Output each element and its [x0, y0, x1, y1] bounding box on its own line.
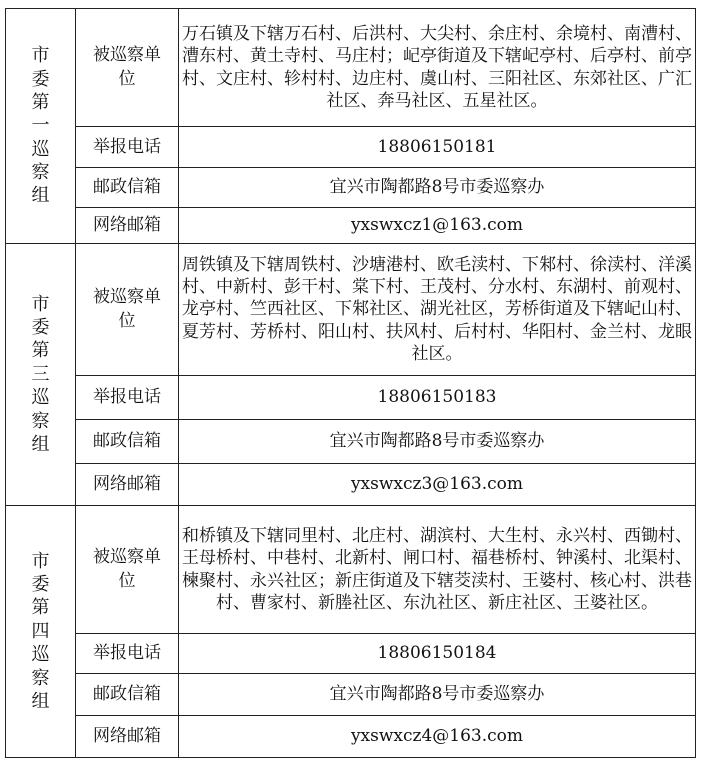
units-label-cell [76, 9, 179, 127]
group-3-phone: 18806150183 [179, 376, 696, 420]
group-3-units-row [6, 244, 696, 376]
group-1-phone: 18806150181 [179, 127, 696, 168]
group-4-name: 市委第四巡察组 [31, 550, 50, 712]
group-4-units-row [6, 506, 696, 634]
group-3-email: yxswxcz3@163.com [179, 464, 696, 506]
group-1-email-row [6, 208, 696, 244]
phone-label: 举报电话 [76, 634, 179, 674]
group-4-mail-row [6, 674, 696, 716]
group-4-email: yxswxcz4@163.com [179, 716, 696, 758]
email-label: 网络邮箱 [76, 208, 179, 244]
group-1-units-row [6, 9, 696, 127]
mail-label: 邮政信箱 [76, 168, 179, 208]
email-label: 网络邮箱 [76, 716, 179, 758]
mail-label: 邮政信箱 [76, 674, 179, 716]
group-3-email-row [6, 464, 696, 506]
units-label: 被巡察单位 [93, 286, 161, 331]
group-1-mail-row [6, 168, 696, 208]
group-1-units: 万石镇及下辖万石村、后洪村、大尖村、余庄村、余境村、南漕村、漕东村、黄土寺村、马庄村；屺亭街道及下辖屺亭村、后亭村、前亭村、文庄村、轸村村、边庄村、虞山村、三阳社区、东郊社区、广汇社区、奔马社区、五星社区。 [179, 9, 696, 127]
phone-label: 举报电话 [76, 127, 179, 168]
group-4-units: 和桥镇及下辖同里村、北庄村、湖滨村、大生村、永兴村、西锄村、王母桥村、中巷村、北新村、闸口村、福巷桥村、钟溪村、北渠村、楝聚村、永兴社区；新庄街道及下辖茭渎村、王婆村、核心村、洪巷村、曹家村、新塍社区、东氿社区、新庄社区、王婆社区。 [179, 506, 696, 634]
group-1-name: 市委第一巡察组 [31, 45, 50, 207]
group-1-name-cell [6, 9, 76, 244]
units-label: 被巡察单位 [93, 546, 161, 591]
group-3-phone-row [6, 376, 696, 420]
phone-label: 举报电话 [76, 376, 179, 420]
group-3-name-cell [6, 244, 76, 506]
group-1-mail: 宜兴市陶都路8号市委巡察办 [179, 168, 696, 208]
group-4-mail: 宜兴市陶都路8号市委巡察办 [179, 674, 696, 716]
units-label: 被巡察单位 [93, 44, 161, 89]
group-4-name-cell [6, 506, 76, 758]
group-4-phone: 18806150184 [179, 634, 696, 674]
group-4-phone-row [6, 634, 696, 674]
group-3-mail: 宜兴市陶都路8号市委巡察办 [179, 420, 696, 464]
group-1-phone-row [6, 127, 696, 168]
mail-label: 邮政信箱 [76, 420, 179, 464]
group-3-mail-row [6, 420, 696, 464]
email-label: 网络邮箱 [76, 464, 179, 506]
group-3-units: 周铁镇及下辖周铁村、沙塘港村、欧毛渎村、下邾村、徐渎村、洋溪村、中新村、彭干村、棠下村、王茂村、分水村、东湖村、前观村、龙亭村、竺西社区、下邾社区、湖光社区，芳桥街道及下辖屺山村、夏芳村、芳桥村、阳山村、扶风村、后村村、华阳村、金兰村、龙眼社区。 [179, 244, 696, 376]
group-3-name: 市委第三巡察组 [31, 293, 50, 455]
group-1-email: yxswxcz1@163.com [179, 208, 696, 244]
units-label-cell [76, 244, 179, 376]
units-label-cell [76, 506, 179, 634]
group-4-email-row [6, 716, 696, 758]
inspection-groups-table [5, 8, 696, 758]
